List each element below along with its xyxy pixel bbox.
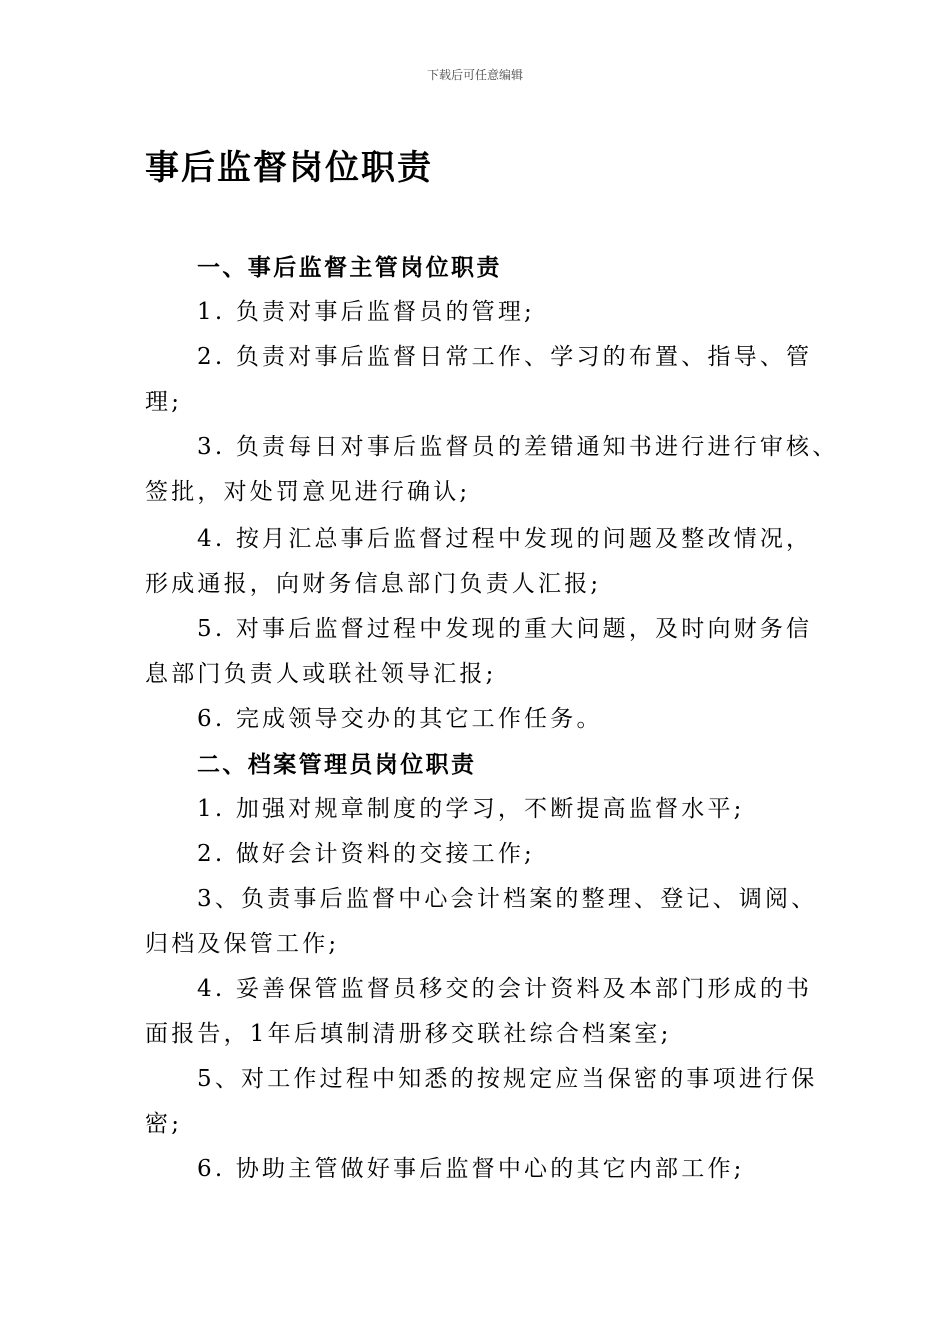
paragraph-line: 4. 妥善保管监督员移交的会计资料及本部门形成的书 [197, 976, 813, 1002]
page-title: 事后监督岗位职责 [145, 148, 433, 188]
paragraph-line: 6. 协助主管做好事后监督中心的其它内部工作; [197, 1156, 745, 1182]
paragraph-line: 1. 负责对事后监督员的管理; [197, 299, 536, 325]
paragraph-line: 密; [145, 1111, 183, 1137]
paragraph-line: 理; [145, 389, 183, 415]
paragraph-line: 6. 完成领导交办的其它工作任务。 [197, 706, 603, 732]
paragraph-line: 息部门负责人或联社领导汇报; [145, 661, 497, 687]
section-heading-1: 一、事后监督主管岗位职责 [197, 254, 502, 281]
paragraph-line: 5、对工作过程中知悉的按规定应当保密的事项进行保 [197, 1066, 818, 1092]
paragraph-line: 归档及保管工作; [145, 931, 340, 957]
paragraph-line: 形成通报，向财务信息部门负责人汇报; [145, 571, 602, 597]
paragraph-line: 面报告，1年后填制清册移交联社综合档案室; [145, 1021, 672, 1047]
paragraph-line: 5. 对事后监督过程中发现的重大问题，及时向财务信 [197, 616, 813, 642]
header-note: 下载后可任意编辑 [426, 68, 523, 82]
paragraph-line: 4. 按月汇总事后监督过程中发现的问题及整改情况， [197, 526, 813, 552]
paragraph-line: 3、负责事后监督中心会计档案的整理、登记、调阅、 [197, 886, 818, 912]
paragraph-line: 2. 负责对事后监督日常工作、学习的布置、指导、管 [197, 344, 813, 370]
paragraph-line: 1. 加强对规章制度的学习，不断提高监督水平; [197, 796, 745, 822]
document-body [145, 245, 839, 1192]
section-heading-2: 二、档案管理员岗位职责 [197, 751, 477, 778]
paragraph-line: 3. 负责每日对事后监督员的差错通知书进行进行审核、 [197, 434, 839, 460]
paragraph-line: 2. 做好会计资料的交接工作; [197, 841, 536, 867]
paragraph-line: 签批，对处罚意见进行确认; [145, 479, 471, 505]
